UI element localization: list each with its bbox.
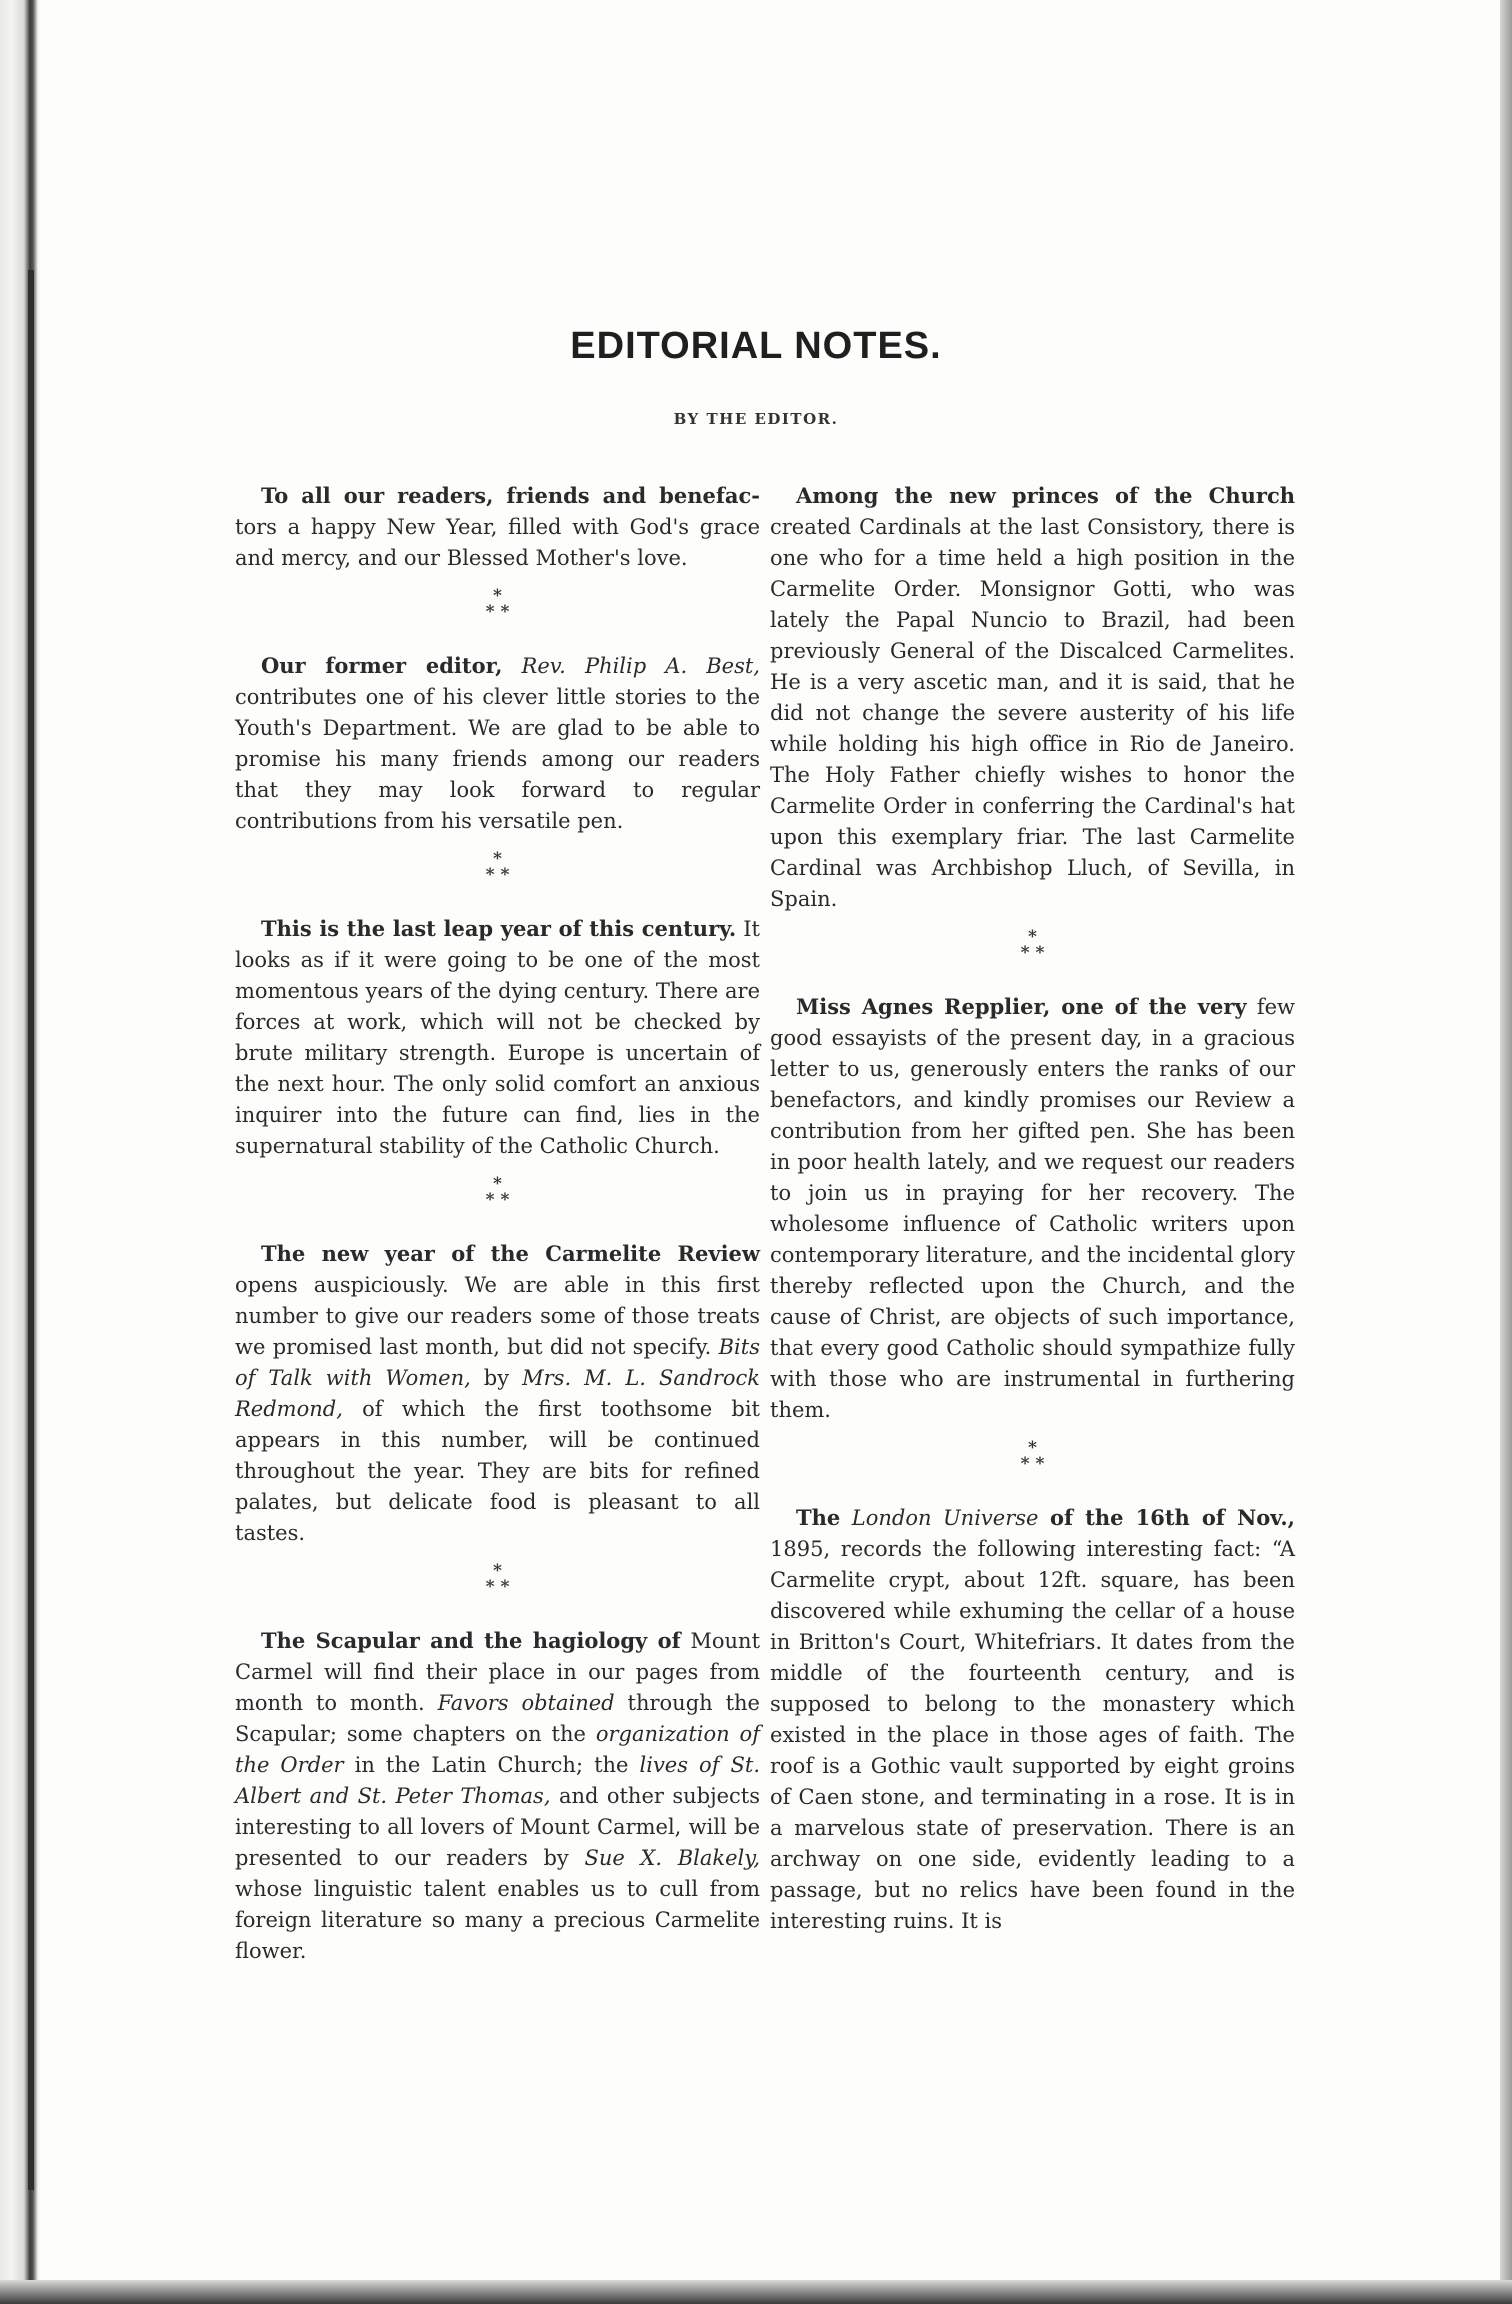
paragraph-london-universe: The London Universe of the 16th of Nov., 1895, records the following interesting fact: “A Carmelite crypt, about 12ft. square, has been discovered while exhuming the cellar of a house in Britton's Court, Whitefriars. It dates from the middle of the fourteenth century, and is supposed to belong to the monastery which existed in the place in those ages of faith. The roof is a Gothic vault supported by eight groins of Caen stone, and terminating in a rose. It is in a marvelous state of preservation. There is an archway on one side, evidently leading to a passage, but no relics have been found in the interesting ruins. It is (770, 1505, 1295, 1933)
asterism-divider: * * * (485, 1561, 510, 1597)
byline: BY THE EDITOR. (673, 410, 839, 428)
paragraph-new-year: To all our readers, friends and benefac- tors a happy New Year, filled with God's grace and mercy, and our Blessed Mother's love. (235, 483, 760, 570)
paragraph-agnes-repplier: Miss Agnes Repplier, one of the very few good essayists of the present day, in a gracious letter to us, generously enters the ranks of our benefactors, and kindly promises our Review a contribution from her gifted pen. She has been in poor health lately, and we request our readers to join us in praying for her recovery. The wholesome influence of Catholic writers upon contemporary literature, and the incidental glory thereby reflected upon the Church, and the cause of Christ, are objects of such importance, that every good Catholic should sympathize fully with those who are instrumental in furthering them. (770, 994, 1295, 1422)
paragraph-former-editor: Our former editor, Rev. Philip A. Best, contributes one of his clever little stories to the Youth's Department. We are glad to be able to promise his many friends among our readers that they may look forward to regular contributions from his versatile pen. (235, 653, 760, 833)
asterism-divider: * * * (485, 1174, 510, 1210)
asterism-divider: * * * (485, 849, 510, 885)
paragraph-leap-year: This is the last leap year of this century. It looks as if it were going to be one of the most momentous years of the dying century. There are forces at work, which will not be checked by brute military strength. Europe is uncertain of the next hour. The only solid comfort an anxious inquirer into the future can find, lies in the supernatural stability of the Catholic Church. (235, 916, 760, 1158)
binding-edge (28, 270, 34, 2190)
left-column (235, 480, 760, 1967)
paragraph-scapular: The Scapular and the hagiology of Mount Carmel will find their place in our pages from month to month. Favors obtained through the Scapular; some chapters on the organization of the Order in the Latin Church; the lives of St. Albert and St. Peter Thomas, and other subjects interesting to all lovers of Mount Carmel, will be presented to our readers by Sue X. Blakely, whose linguistic talent enables us to cull from foreign literature so many a precious Carmelite flower. (235, 1628, 761, 1963)
paragraph-carmelite-review: The new year of the Carmelite Review opens auspiciously. We are able in this first number to give our readers some of those treats we promised last month, but did not specify. Bits of Talk with Women, by Mrs. M. L. Sandrock Redmond, of which the first toothsome bit appears in this number, will be continued throughout the year. They are bits for refined palates, but delicate food is pleasant to all tastes. (235, 1241, 760, 1545)
asterism-divider: * * * (485, 586, 510, 622)
asterism-divider: * * * (1020, 927, 1045, 963)
page-bottom-edge (0, 2280, 1512, 2304)
paragraph-new-cardinals: Among the new princes of the Church created Cardinals at the last Consistory, there is one who for a time held a high position in the Carmelite Order. Monsignor Gotti, who was lately the Papal Nuncio to Brazil, had been previously General of the Discalced Carmelites. He is a very ascetic man, and it is said, that he did not change the severe austerity of his life while holding his high office in Rio de Janeiro. The Holy Father chiefly wishes to honor the Carmelite Order in conferring the Cardinal's hat upon this exemplary friar. The last Carmelite Cardinal was Archbishop Lluch, of Sevilla, in Spain. (770, 483, 1295, 911)
asterism-divider: * * * (1020, 1438, 1045, 1474)
right-column (770, 480, 1295, 1937)
page-title: EDITORIAL NOTES. (570, 325, 942, 368)
